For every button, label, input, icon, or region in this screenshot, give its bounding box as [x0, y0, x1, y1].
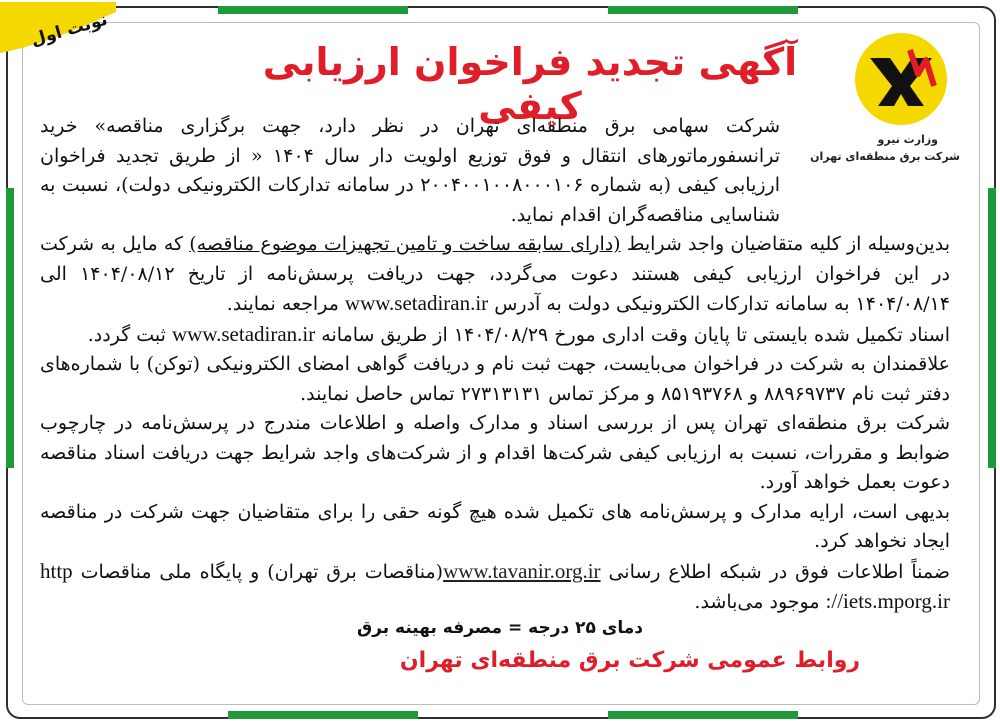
first-round-badge — [0, 2, 116, 54]
green-bar-top-right — [608, 6, 798, 14]
paragraph-disclaimer: بدیهی است، ارایه مدارک و پرسش‌نامه های تکمیل شده هیچ گونه حقی را برای متقاضیان جهت شرکت در مناقصه ایجاد نخواهد کرد. — [40, 500, 950, 552]
green-bar-left — [6, 188, 14, 468]
green-bar-bottom-left — [228, 711, 418, 719]
deadline-text-a: اسناد تکمیل شده بایستی تا پایان وقت اداری مورخ ۱۴۰۴/۰۸/۲۹ از طریق سامانه — [315, 323, 950, 346]
logo-caption-company: شرکت برق منطقه‌ای تهران — [810, 150, 960, 163]
invitation-text-b: که مایل به شرکت در این فراخوان ارزیابی کیفی هستند دعوت می‌گردد، جهت دریافت پرسش‌نامه از تاریخ ۱۴۰۴/۰۸/۱۲ الی ۱۴۰۴/۰۸/۱۴ به سامانه تدارکات الکترونیکی دولت به آدرس — [40, 233, 950, 315]
deadline-text-b: ثبت گردد. — [87, 323, 172, 346]
setadiran-link[interactable]: www.setadiran.ir — [344, 291, 489, 315]
info-text-c: موجود می‌باشد. — [694, 591, 826, 613]
invitation-text-a: بدین‌وسیله از کلیه متقاضیان واجد شرایط — [620, 233, 950, 255]
iets-link[interactable]: http ://iets.mporg.ir — [40, 558, 950, 613]
info-text-b: (مناقصات برق تهران) و پایگاه ملی مناقصات — [72, 560, 444, 583]
green-bar-top-left — [218, 6, 408, 14]
logo-caption-ministry: وزارت نیرو — [877, 133, 938, 146]
notice-body — [40, 112, 950, 618]
paragraph-evaluation: شرکت برق منطقه‌ای تهران پس از بررسی اسناد و مدارک واصله و اطلاعات مندرج در پرسش‌نامه در چارچوب ضوابط و مقررات، نسبت به ارزیابی کیفی شرکت‌ها اقدام و از شرکت‌های واجد شرایط جهت دریافت اسناد مناقصه دعوت بعمل خواهد آورد. — [40, 412, 950, 493]
footer-signature: روابط عمومی شرکت برق منطقه‌ای تهران — [399, 648, 861, 673]
tavanir-link[interactable]: www.tavanir.org.ir — [443, 558, 601, 583]
paragraph-info — [40, 557, 950, 618]
badge-label: نوبت اول — [28, 9, 110, 51]
invitation-qualification: (دارای سابقه ساخت و تامین تجهیزات موضوع مناقصه) — [189, 233, 621, 255]
paragraph-registration: علاقمندان به شرکت در فراخوان می‌بایست، جهت ثبت نام و دریافت گواهی امضای الکترونیکی (توکن) با شماره‌های دفتر ثبت نام ۸۸۹۶۹۷۳۷ و ۸۵۱۹۳۷۶۸ و مرکز تماس ۲۷۳۱۳۱۳۱ تماس حاصل نمایند. — [40, 353, 950, 405]
green-bar-bottom-right — [608, 711, 798, 719]
energy-saving-slogan: دمای ۲۵ درجه = مصرفه بهینه برق — [356, 618, 644, 638]
paragraph-invitation — [40, 230, 950, 320]
invitation-text-c: مراجعه نمایند. — [226, 293, 345, 315]
paragraph-deadline — [40, 320, 950, 351]
green-bar-right — [988, 188, 996, 468]
info-text-a: ضمناً اطلاعات فوق در شبکه اطلاع رسانی — [600, 560, 950, 583]
notice-title: آگهی تجدید فراخوان ارزیابی کیفی — [262, 40, 798, 128]
paragraph-intro: شرکت سهامی برق منطقه‌ای تهران در نظر دارد، جهت برگزاری مناقصه» خرید ترانسفورماتورهای انتقال و فوق توزیع اولویت دار سال ۱۴۰۴ « از طریق تجدید فراخوان ارزیابی کیفی (به شماره ۲۰۰۴۰۰۱۰۰۸۰۰۰۱۰۶ در سامانه تدارکات الکترونیکی دولت)، نسبت به شناسایی مناقصه‌گران اقدام نماید. — [40, 115, 780, 226]
setadiran-link-2[interactable]: www.setadiran.ir — [172, 321, 316, 346]
